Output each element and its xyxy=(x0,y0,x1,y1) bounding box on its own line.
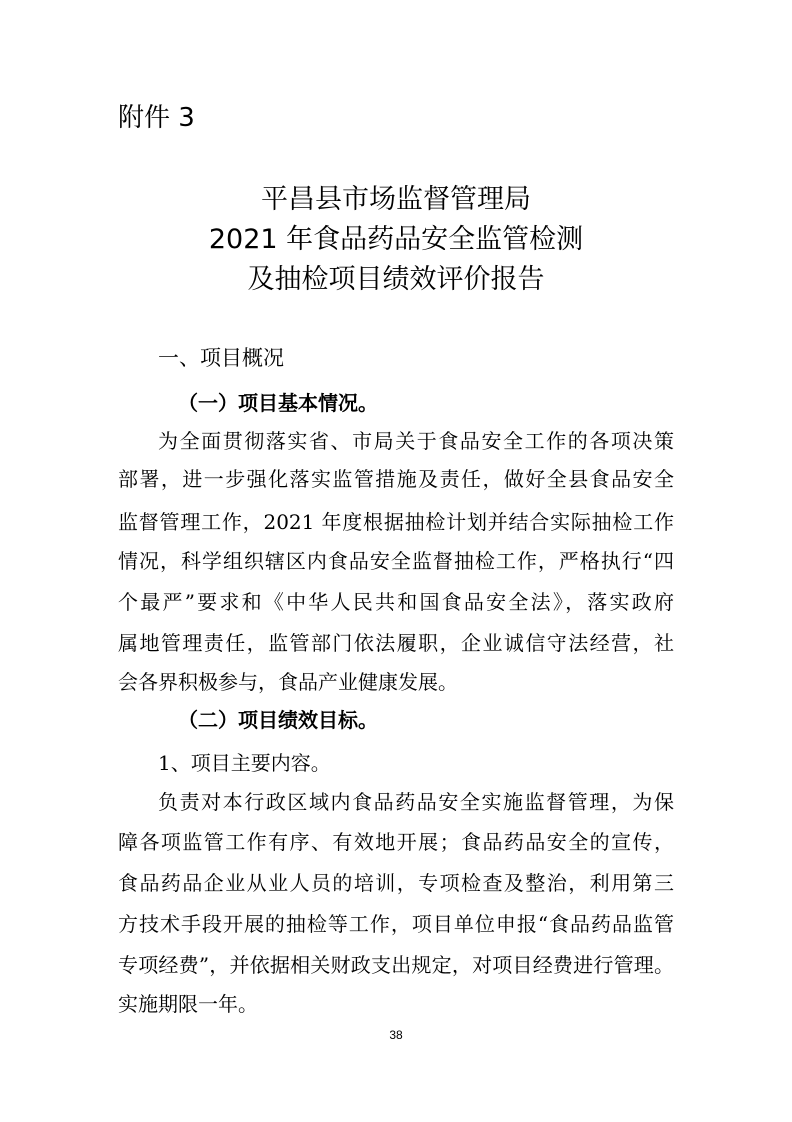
title-line-2: 2021 年食品药品安全监管检测 xyxy=(208,224,584,255)
paragraph-line: 负责对本行政区域内食品药品安全实施监督管理，为保 xyxy=(158,790,674,814)
title-line-1: 平昌县市场监督管理局 xyxy=(261,184,531,215)
title-line-3: 及抽检项目绩效评价报告 xyxy=(247,264,545,295)
item-heading: 1、项目主要内容。 xyxy=(158,751,331,775)
paragraph-line: 食品药品企业从业人员的培训，专项检查及整治，利用第三 xyxy=(118,871,674,895)
subsection-heading: （二）项目绩效目标。 xyxy=(178,708,378,732)
paragraph-line: 为全面贯彻落实省、市局关于食品安全工作的各项决策 xyxy=(158,429,674,453)
page-number: 38 xyxy=(389,1028,403,1042)
paragraph-line: 实施期限一年。 xyxy=(118,992,258,1016)
paragraph-line: 部署，进一步强化落实监管措施及责任，做好全县食品安全 xyxy=(118,467,674,491)
attachment-label: 附件 3 xyxy=(118,103,195,133)
paragraph-line: 属地管理责任，监管部门依法履职，企业诚信守法经营，社 xyxy=(118,631,674,655)
paragraph-line: 障各项监管工作有序、有效地开展；食品药品安全的宣传， xyxy=(118,830,674,854)
section-heading: 一、项目概况 xyxy=(158,346,284,370)
paragraph-line: 会各界积极参与，食品产业健康发展。 xyxy=(118,670,458,694)
paragraph-line: 个最严”要求和《中华人民共和国食品安全法》，落实政府 xyxy=(118,590,674,614)
paragraph-line: 监督管理工作，2021 年度根据抽检计划并结合实际抽检工作 xyxy=(118,510,674,534)
subsection-heading: （一）项目基本情况。 xyxy=(178,391,378,415)
paragraph-line: 情况，科学组织辖区内食品安全监督抽检工作，严格执行“四 xyxy=(118,549,674,573)
paragraph-line: 专项经费”，并依据相关财政支出规定，对项目经费进行管理。 xyxy=(118,953,674,977)
paragraph-line: 方技术手段开展的抽检等工作，项目单位申报“食品药品监管 xyxy=(118,912,674,936)
